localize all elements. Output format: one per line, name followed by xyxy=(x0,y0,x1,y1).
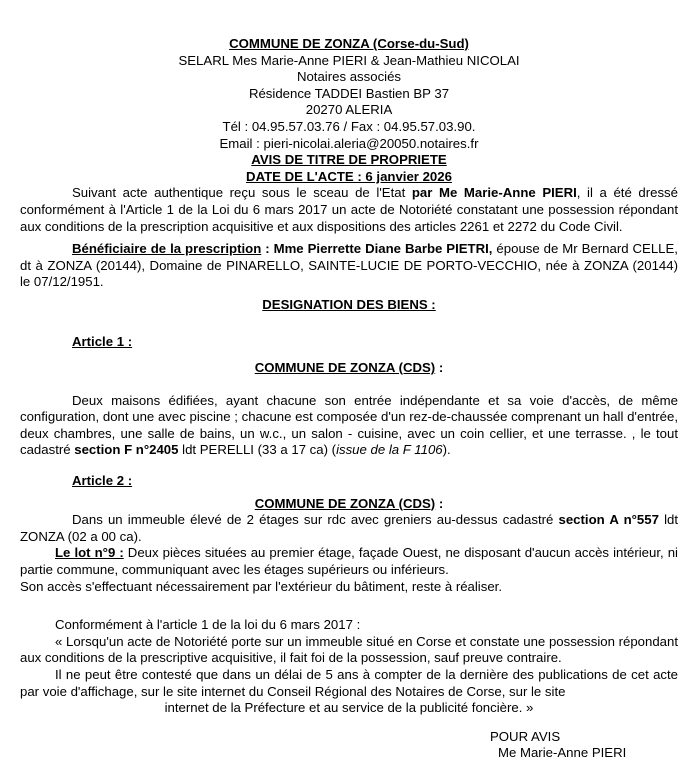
letterhead-commune-text: COMMUNE DE ZONZA (Corse-du-Sud) xyxy=(229,36,469,51)
spacer-article1-heading xyxy=(20,350,678,360)
spacer-before-article1 xyxy=(20,314,678,334)
notice-title xyxy=(20,152,678,169)
letterhead-firm: SELARL Mes Marie-Anne PIERI & Jean-Mathieu NICOLAI xyxy=(178,52,520,68)
spacer-before-legal xyxy=(20,595,678,617)
article1-body xyxy=(20,393,678,459)
designation-heading-text: DESIGNATION DES BIENS : xyxy=(262,296,436,312)
article2-commune-heading xyxy=(20,496,678,513)
legal-quote-2: Il ne peut être contesté que dans un délai de 5 ans à compter de la dernière des publications de cet acte par voie d'affichage, sur le site internet du Conseil Régional des Notaires de Corse, sur le site xyxy=(20,667,678,699)
intro-notary-name: par Me Marie-Anne PIERI xyxy=(411,185,577,201)
signature-block xyxy=(490,729,678,762)
article2-label: Article 2 : xyxy=(72,473,133,489)
article2-label-row xyxy=(20,473,678,490)
beneficiary-separator: : xyxy=(261,241,274,257)
legal-intro: Conformément à l'article 1 de la loi du 6 mars 2017 : xyxy=(55,617,361,633)
notice-title-text: AVIS DE TITRE DE PROPRIETE xyxy=(251,152,447,168)
article1-cadastre: section F n°2405 xyxy=(74,442,179,458)
article1-commune-heading xyxy=(20,360,678,377)
article2-access-note: Son accès s'effectuant nécessairement par l'extérieur du bâtiment, reste à réaliser. xyxy=(20,578,502,594)
article2-body-part1: Dans un immeuble élevé de 2 étages sur rdc avec greniers au-dessus cadastré xyxy=(72,512,559,528)
letterhead-commune xyxy=(20,36,678,53)
article2-body-part2: ldt ZONZA (02 a 00 ca). xyxy=(20,512,679,544)
signature-line-2: Me Marie-Anne PIERI xyxy=(498,745,627,761)
letterhead-city: 20270 ALERIA xyxy=(305,102,393,118)
beneficiary-label: Bénéficiaire de la prescription xyxy=(72,241,262,257)
article2-commune-heading-text: COMMUNE DE ZONZA (CDS) xyxy=(254,495,436,511)
letterhead-address: Résidence TADDEI Bastien BP 37 xyxy=(248,85,450,101)
spacer-before-article2 xyxy=(20,459,678,473)
letterhead-phone: Tél : 04.95.57.03.76 / Fax : 04.95.57.03.90. xyxy=(222,118,476,134)
article1-commune-heading-text: COMMUNE DE ZONZA (CDS) xyxy=(254,360,436,376)
intro-part1: Suivant acte authentique reçu sous le sceau de l'Etat xyxy=(72,185,412,201)
spacer-article1-body xyxy=(20,377,678,393)
article1-label: Article 1 : xyxy=(72,333,133,349)
intro-part2: , il a été dressé conformément à l'Article 1 de la Loi du 6 mars 2017 un acte de Notoriété constatant une possession répondant aux conditions de la prescription acquisitive et aux dispositions des articles 2261 et 2272 du Code Civil. xyxy=(20,185,678,234)
article1-label-row xyxy=(20,334,678,351)
letterhead-email: Email : pieri-nicolai.aleria@20050.notaires.fr xyxy=(219,135,479,151)
intro-paragraph xyxy=(20,185,678,235)
article1-body-part2: ldt PERELLI (33 a 17 ca) ( xyxy=(178,442,337,458)
designation-heading xyxy=(20,297,678,314)
article2-commune-heading-suffix: : xyxy=(435,495,444,511)
beneficiary-paragraph xyxy=(20,241,678,291)
article2-lot-label: Le lot n°9 : xyxy=(55,545,124,561)
beneficiary-details: épouse de Mr Bernard CELLE, dt à ZONZA (20144), Domaine de PINARELLO, SAINTE-LUCIE DE PORTO-VECCHIO, née à ZONZA (20144) le 07/12/1951. xyxy=(20,241,678,290)
letterhead xyxy=(20,36,678,152)
article1-body-part3: ). xyxy=(442,442,451,458)
legal-quote-1: « Lorsqu'un acte de Notoriété porte sur un immeuble situé en Corse et constate une possession répondant aux conditions de la prescriptive acquisitive, il fait foi de la possession, sauf preuve contraire. xyxy=(20,633,678,666)
act-date-text: DATE DE L'ACTE : 6 janvier 2026 xyxy=(246,168,452,184)
article1-commune-heading-suffix: : xyxy=(435,360,444,376)
article2-body xyxy=(20,512,678,545)
legal-quote-3: internet de la Préfecture et au service de la publicité foncière. » xyxy=(164,700,534,716)
beneficiary-name: Mme Pierrette Diane Barbe PIETRI, xyxy=(273,241,493,257)
article1-origin: issue de la F 1106 xyxy=(336,442,443,458)
article2-lot-paragraph xyxy=(20,545,678,578)
letterhead-role: Notaires associés xyxy=(296,69,402,85)
article2-lot-body: Deux pièces situées au premier étage, façade Ouest, ne disposant d'aucun accès intérieur, ni partie commune, communiquant avec les étages supérieurs ou inférieurs. xyxy=(20,545,678,578)
signature-line-1: POUR AVIS xyxy=(490,728,561,744)
article1-body-part1: Deux maisons édifiées, ayant chacune son entrée indépendante et sa voie d'accès, de même configuration, dont une avec piscine ; chacune est composée d'un rez-de-chaussée comprenant un hall d'entrée, deux chambres, une salle de bains, un w.c., un salon - cuisine, avec un coin cellier, et une terrasse. , le tout cadastré xyxy=(20,392,678,458)
article2-cadastre: section A n°557 xyxy=(558,512,659,528)
act-date-title xyxy=(20,169,678,186)
